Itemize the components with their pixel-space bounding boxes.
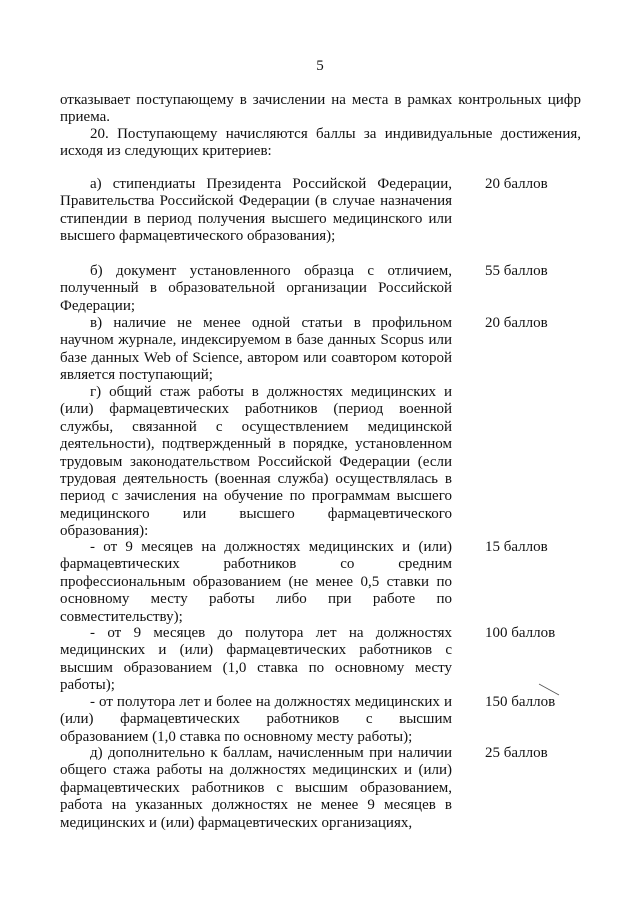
page-number: 5 (316, 58, 324, 74)
criterion-score: 150 баллов (485, 694, 556, 710)
criterion-d-sub2 (60, 625, 620, 695)
criterion-score: 20 баллов (485, 176, 548, 192)
criterion-score: 55 баллов (485, 263, 548, 279)
criterion-score: 20 баллов (485, 315, 548, 331)
criterion-text: - от полутора лет и более на должностях медицинских и (или) фармацевтических работников с высшим образованием (1,0 ставка по основному месту работы); (60, 694, 452, 745)
criterion-d-sub1 (60, 539, 620, 626)
criterion-text: б) документ установленного образца с отличием, полученный в образовательной организации Российской Федерации; (60, 263, 452, 314)
criterion-text: а) стипендиаты Президента Российской Федерации, Правительства Российской Федерации (в случае назначения стипендии в период получения высшего медицинского или высшего фармацевтического образования); (60, 176, 452, 245)
criterion-e (60, 745, 620, 832)
criterion-c (60, 315, 620, 385)
continuation-paragraph: отказывает поступающему в зачислении на места в рамках контрольных цифр приема. (60, 92, 581, 125)
criterion-score: 100 баллов (485, 625, 556, 641)
clause-20-paragraph: 20. Поступающему начисляются баллы за индивидуальные достижения, исходя из следующих критериев: (60, 126, 581, 159)
criterion-score: 25 баллов (485, 745, 548, 761)
criterion-score: 15 баллов (485, 539, 548, 555)
criterion-text: д) дополнительно к баллам, начисленным при наличии общего стажа работы на должностях медицинских и (или) фармацевтических работников с высшим образованием, работа на указанных должностях не менее 9 месяцев в медицинских и (или) фармацевтических организациях, (60, 745, 452, 831)
criterion-text: - от 9 месяцев на должностях медицинских и (или) фармацевтических работников со средним профессиональным образованием (не менее 0,5 ставки по основному месту работы либо при работе по совместительству); (60, 539, 452, 625)
criterion-d (60, 384, 620, 541)
criterion-b (60, 263, 620, 315)
criterion-d-sub3 (60, 694, 620, 746)
criterion-text: в) наличие не менее одной статьи в профильном научном журнале, индексируемом в базе данных Scopus или базе данных Web of Science, автором или соавтором которой является поступающий; (60, 315, 452, 384)
criterion-a (60, 176, 620, 246)
pen-stroke-mark (538, 683, 560, 697)
criterion-text: г) общий стаж работы в должностях медицинских и (или) фармацевтических работников (период военной службы, связанной с осуществлением медицинской деятельности), подтвержденный в порядке, установленном трудовым законодательством Российской Федерации (если трудовая деятельность (военная служба) осуществлялась в период с зачисления на обучение по программам высшего медицинского или высшего фармацевтического образования): (60, 384, 452, 540)
criterion-text: - от 9 месяцев до полутора лет на должностях медицинских и (или) фармацевтических работников с высшим образованием (1,0 ставка по основному месту работы); (60, 625, 452, 694)
